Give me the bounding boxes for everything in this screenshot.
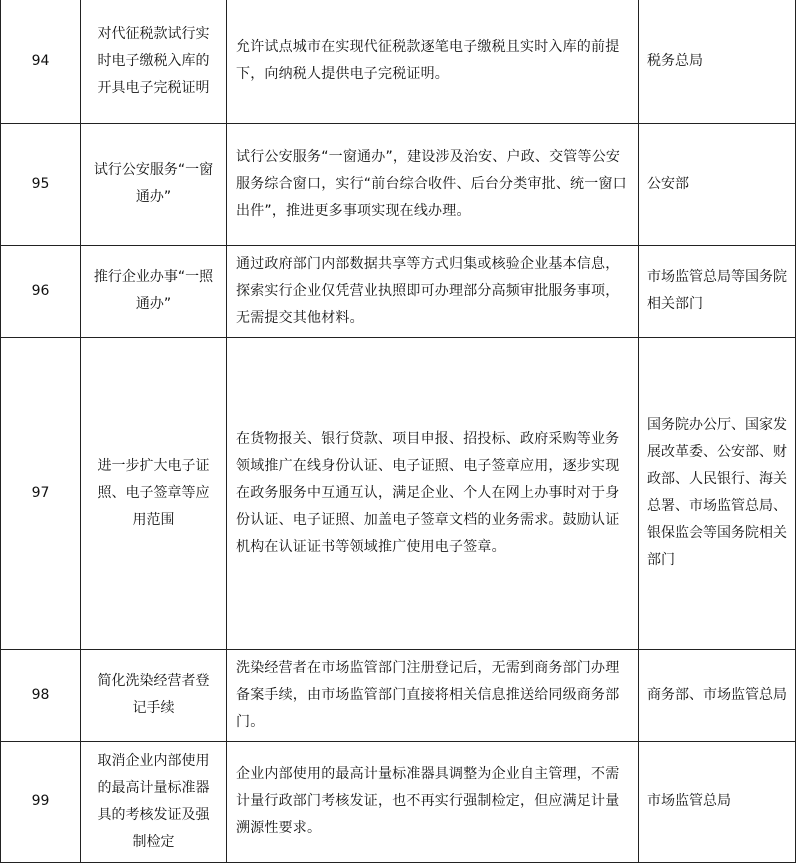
- row-number: 98: [1, 649, 81, 741]
- row-number: 96: [1, 245, 81, 337]
- responsible-department: 商务部、市场监管总局: [639, 649, 796, 741]
- reform-item: 简化洗染经营者登记手续: [81, 649, 227, 741]
- row-number: 95: [1, 123, 81, 245]
- reform-item: 进一步扩大电子证照、电子签章等应用范围: [81, 337, 227, 649]
- responsible-department: 税务总局: [639, 0, 796, 123]
- reform-description: 洗染经营者在市场监管部门注册登记后，无需到商务部门办理备案手续，由市场监管部门直接将相关信息推送给同级商务部门。: [227, 649, 639, 741]
- reform-description: 企业内部使用的最高计量标准器具调整为企业自主管理，不需计量行政部门考核发证，也不再实行强制检定，但应满足计量溯源性要求。: [227, 741, 639, 862]
- table-row: [1, 337, 796, 649]
- reform-item: 试行公安服务“一窗通办”: [81, 123, 227, 245]
- table-row: [1, 123, 796, 245]
- table-row: [1, 245, 796, 337]
- table-row: [1, 649, 796, 741]
- row-number: 99: [1, 741, 81, 862]
- responsible-department: 国务院办公厅、国家发展改革委、公安部、财政部、人民银行、海关总署、市场监管总局、银保监会等国务院相关部门: [639, 337, 796, 649]
- reform-item: 取消企业内部使用的最高计量标准器具的考核发证及强制检定: [81, 741, 227, 862]
- reform-item: 对代征税款试行实时电子缴税入库的开具电子完税证明: [81, 0, 227, 123]
- table-row: [1, 0, 796, 123]
- reform-description: 在货物报关、银行贷款、项目申报、招投标、政府采购等业务领域推广在线身份认证、电子证照、电子签章应用，逐步实现在政务服务中互通互认，满足企业、个人在网上办事时对于身份认证、电子证照、加盖电子签章文档的业务需求。鼓励认证机构在认证证书等领域推广使用电子签章。: [227, 337, 639, 649]
- row-number: 94: [1, 0, 81, 123]
- responsible-department: 公安部: [639, 123, 796, 245]
- responsible-department: 市场监管总局等国务院相关部门: [639, 245, 796, 337]
- reform-description: 试行公安服务“一窗通办”，建设涉及治安、户政、交管等公安服务综合窗口，实行“前台综合收件、后台分类审批、统一窗口出件”，推进更多事项实现在线办理。: [227, 123, 639, 245]
- responsible-department: 市场监管总局: [639, 741, 796, 862]
- reform-description: 允许试点城市在实现代征税款逐笔电子缴税且实时入库的前提下，向纳税人提供电子完税证明。: [227, 0, 639, 123]
- row-number: 97: [1, 337, 81, 649]
- reform-description: 通过政府部门内部数据共享等方式归集或核验企业基本信息，探索实行企业仅凭营业执照即可办理部分高频审批服务事项，无需提交其他材料。: [227, 245, 639, 337]
- table-row: [1, 741, 796, 862]
- reform-item: 推行企业办事“一照通办”: [81, 245, 227, 337]
